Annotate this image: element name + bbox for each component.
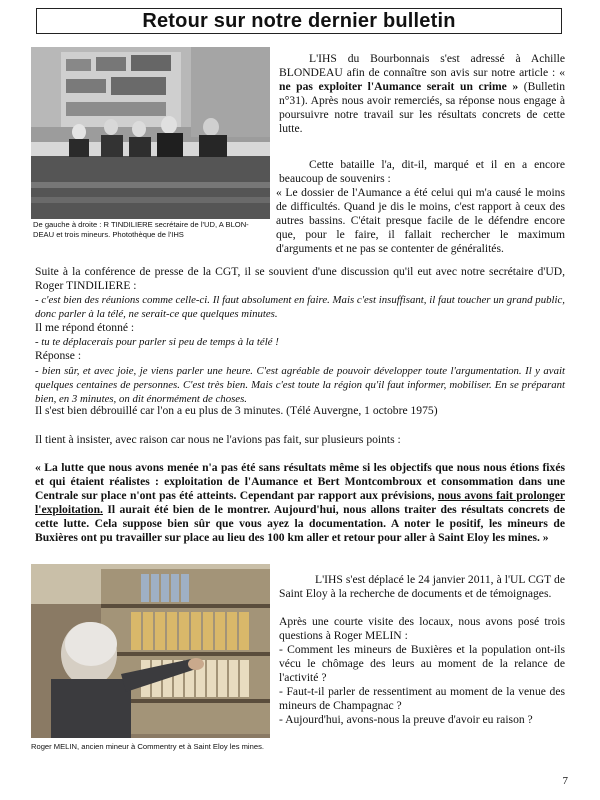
press-conference-photo <box>31 47 270 219</box>
quote1: « Le dossier de l'Aumance a été celui qui m'a causé le moins de difficultés. Quand je dis le moins, c'est rapport à ceux des autres bassins. C'était presque facile de le défendre encore que, pour le faire, il fallait rechercher le maximum d'arguments et ne pas se contenter de généralités. <box>276 186 565 256</box>
question-list <box>279 643 565 728</box>
bold-quote-part1: « La lutte que nous avons menée n'a pas été sans résultats même si les objectifs que nous nous étions fixés et qui étaient réalistes : exploitation de l'Aumance et Bert Montcombroux et consommation dans une Centrale sur place n'ont pas été atteints. Cependant par rapport aux prévisions, <box>35 461 565 503</box>
intro-paragraph <box>279 52 565 137</box>
photo1-caption: De gauche à droite : R TINDILIERE secrétaire de l'UD, A BLON-DEAU et trois mineurs. Photothèque de l'IHS <box>33 220 249 239</box>
dialogue3: - bien sûr, et avec joie, je viens parler une heure. C'est agréable de pouvoir développer toute l'argumentation. Il y avait quelques centaines de personnes. C'est très bien. Mais c'est toute la région qu'il faut informer, mobiliser. En se préparant bien, en 3 minutes, on dit énormément de choses. <box>35 365 565 406</box>
page-title: Retour sur notre dernier bulletin <box>142 10 456 32</box>
article-title: ne pas exploiter l'Aumance serait un crime » <box>279 80 519 94</box>
dialogue2: - tu te déplacerais pour parler si peu de temps à la télé ! <box>35 336 279 348</box>
roger-melin-photo <box>31 564 270 738</box>
dialogue2-intro: Il me répond étonné : <box>35 321 135 334</box>
para2: Cette bataille l'a, dit-il, marqué et il en a encore beaucoup de souvenirs : <box>279 158 565 186</box>
title-box <box>36 8 562 34</box>
bold-quote-part2: Il aurait été bien de le montrer. Aujourd'hui, nous allons traiter des résultats concrets de cette lutte. Cela suppose bien sûr que vous ayez la documentation. A noter le positif, les mineurs de Buxières ont pu travailler sur place au lieu des 100 km aller et retour pour aller à Saint Eloy les mines. » <box>35 503 565 545</box>
question-item: - Faut-t-il parler de ressentiment au moment de la venue des mineurs de Champagnac ? <box>279 685 565 713</box>
dialogue3-intro: Réponse : <box>35 349 82 362</box>
para7: Après une courte visite des locaux, nous avons posé trois questions à Roger MELIN : <box>279 615 565 643</box>
bold-quote <box>35 461 565 546</box>
bold-quote-underlined: nous avons fait prolonger l'exploitation. <box>35 489 565 517</box>
photo2-caption: Roger MELIN, ancien mineur à Commentry et à Saint Eloy les mines. <box>31 742 264 751</box>
para1-text: L'IHS du Bourbonnais s'est adressé à Achille BLONDEAU afin de connaître son avis sur notre article : « <box>279 52 565 80</box>
para3: Suite à la conférence de presse de la CGT, il se souvient d'une discussion qu'il eut avec notre secrétaire d'UD, Roger TINDILIERE : <box>35 265 565 293</box>
para4: Il s'est bien débrouillé car l'on a eu plus de 3 minutes. (Télé Auvergne, 1 octobre 1975) <box>35 404 438 417</box>
para1-continuation: (Bulletin n°31). Après nous avoir remerciés, sa réponse nous engage à poursuivre notre travail sur les résultats concrets de cette lutte. <box>279 80 565 136</box>
para5: Il tient à insister, avec raison car nous ne l'avions pas fait, sur plusieurs points : <box>35 433 401 446</box>
dialogue1: - c'est bien des réunions comme celle-ci. Il faut absolument en faire. Mais c'est insuffisant, il faut toucher un grand public, donc parler à la télé, ne serait-ce que quelques minutes. <box>35 294 565 321</box>
para6: L'IHS s'est déplacé le 24 janvier 2011, à l'UL CGT de Saint Eloy à la recherche de documents et de témoignages. <box>279 573 565 601</box>
question-item: - Comment les mineurs de Buxières et la population ont-ils vécu le chômage des leurs au moment de la relance de l'activité ? <box>279 643 565 685</box>
question-item: - Aujourd'hui, avons-nous la preuve d'avoir eu raison ? <box>279 713 533 727</box>
page-number: 7 <box>562 775 568 787</box>
